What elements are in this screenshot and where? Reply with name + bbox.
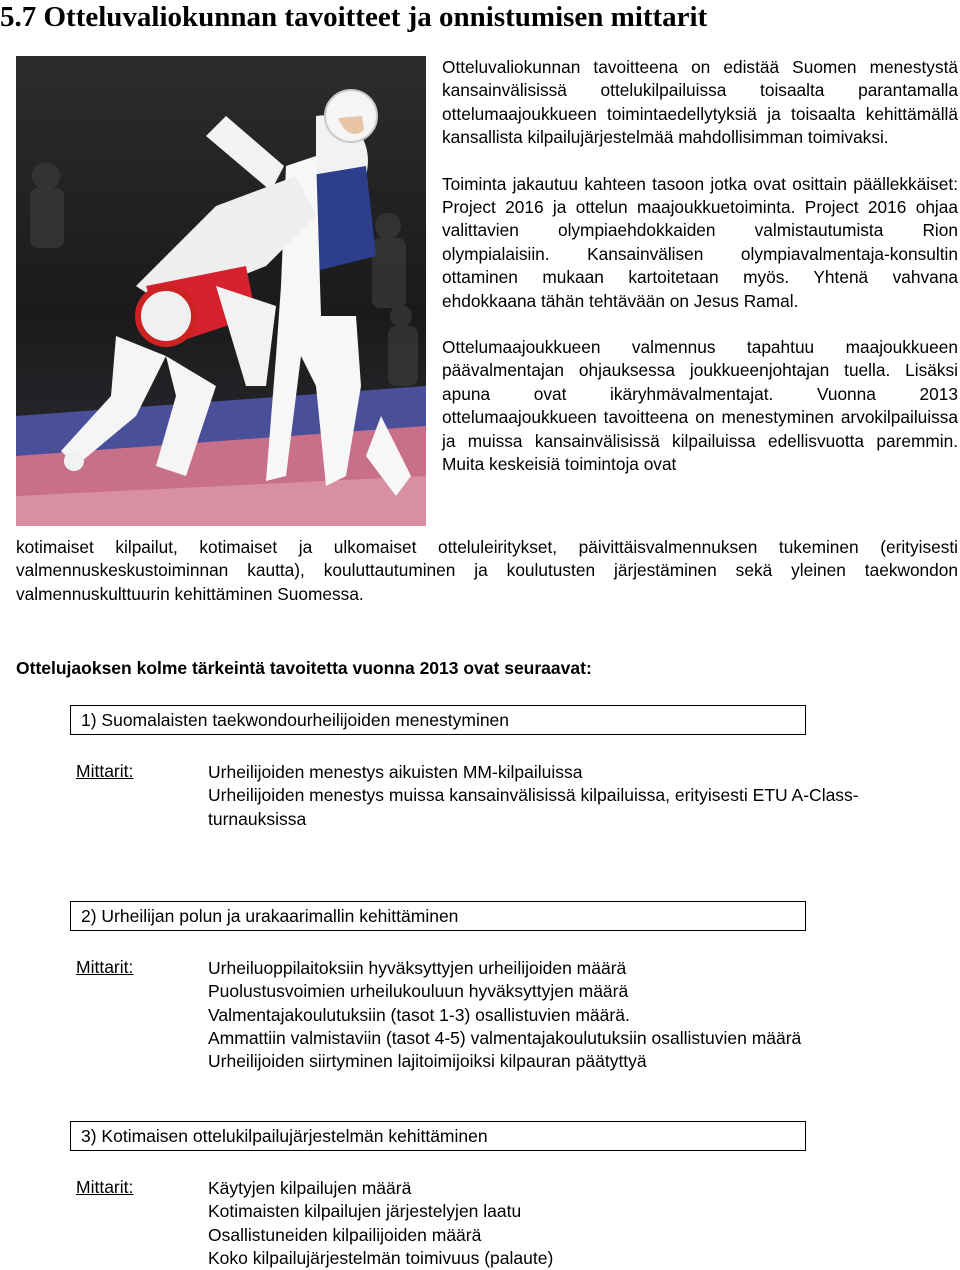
coaching-paragraph-continued: kotimaiset kilpailut, kotimaiset ja ulkomaiset otteluleiritykset, päivittäisvalmennuksen tukeminen (erityisesti valmennuskeskustoiminnan kautta), kouluttautuminen ja koulutusten järjestäminen sekä yleinen taekwondon valmennuskulttuurin kehittäminen Suomessa. — [16, 537, 958, 604]
metric-item: Urheiluoppilaitoksiin hyväksyttyjen urheilijoiden määrä — [208, 958, 627, 978]
taekwondo-sparring-photo — [16, 56, 426, 526]
metrics-label: Mittarit: — [76, 761, 134, 781]
metric-item: Koko kilpailujärjestelmän toimivuus (palaute) — [208, 1247, 554, 1268]
metric-item: Kotimaisten kilpailujen järjestelyjen laatu — [208, 1201, 522, 1222]
metric-item: Ammattiin valmistaviin (tasot 4-5) valmentajakoulutuksiin osallistuvien määrä — [208, 1027, 802, 1048]
metric-list — [208, 957, 928, 1073]
goal-title-box: 1) Suomalaisten taekwondourheilijoiden menestyminen — [70, 705, 806, 735]
metric-list — [208, 761, 928, 831]
metric-item: Osallistuneiden kilpailijoiden määrä — [208, 1224, 482, 1245]
intro-paragraph: Toiminta jakautuu kahteen tasoon jotka ovat osittain päällekkäiset: Project 2016 ja ottelun maajoukkuetoiminta. Project 2016 ohjaa valittavien olympiaehdokkaiden valmistautumista Rion olympialaisiin. Kansainvälisen olympiavalmentaja-konsultin ottaminen mukaan kartoitetaan myös. Yhtenä vahvana ehdokkaana tähän tehtävään on Jesus Ramal. — [442, 173, 958, 311]
metric-item: Käytyjen kilpailujen määrä — [208, 1178, 412, 1198]
goal-title-box: 2) Urheilijan polun ja urakaarimallin kehittäminen — [70, 901, 806, 931]
metric-item: Urheilijoiden menestys muissa kansainvälisissä kilpailuissa, erityisesti ETU A-Class-turnauksissa — [208, 785, 859, 829]
metrics-label: Mittarit: — [76, 1177, 134, 1197]
intro-section — [442, 56, 958, 477]
metric-item: Valmentajakoulutuksiin (tasot 1-3) osallistuvien määrä. — [208, 1004, 630, 1025]
intro-paragraph: Otteluvaliokunnan tavoitteena on edistää Suomen menestystä kansainvälisissä ottelukilpailuissa toisaalta parantamalla ottelumaajoukkueen toimintaedellytyksiä ja toisaalta kehittämällä kansallista kilpailujärjestelmää mahdollisimman toimivaksi. — [442, 57, 958, 148]
metric-item: Urheilijoiden siirtyminen lajitoimijoiksi kilpauran päätyttyä — [208, 1051, 647, 1072]
goals-heading: Ottelujaoksen kolme tärkeintä tavoitetta vuonna 2013 ovat seuraavat: — [16, 658, 592, 678]
metric-list — [208, 1177, 928, 1270]
metrics-label: Mittarit: — [76, 957, 134, 977]
metric-item: Puolustusvoimien urheilukouluun hyväksyttyjen määrä — [208, 981, 629, 1002]
page-title: 5.7 Otteluvaliokunnan tavoitteet ja onnistumisen mittarit — [0, 1, 708, 33]
coaching-paragraph: Ottelumaajoukkueen valmennus tapahtuu maajoukkueen päävalmentajan ohjauksessa joukkueenjohtajan tuella. Lisäksi apuna ovat ikäryhmävalmentajat. Vuonna 2013 ottelumaajoukkueen tavoitteena on menestyminen arvokilpailuissa ja muissa kansainvälisissä kilpailuissa edellisvuotta paremmin. Muita keskeisiä toimintoja ovat — [442, 337, 958, 475]
goal-title-box: 3) Kotimaisen ottelukilpailujärjestelmän kehittäminen — [70, 1121, 806, 1151]
metric-item: Urheilijoiden menestys aikuisten MM-kilpailuissa — [208, 762, 583, 782]
